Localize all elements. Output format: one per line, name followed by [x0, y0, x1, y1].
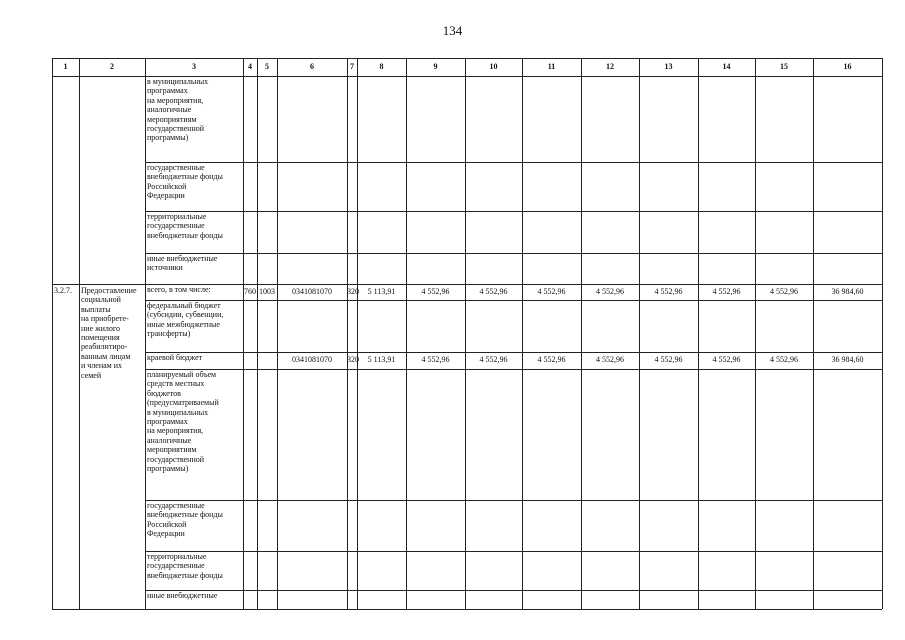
value-cell-col11: 4 552,96 [537, 355, 566, 364]
value-cell-col7: 320 [347, 355, 359, 364]
column-header-7: 7 [350, 62, 354, 71]
value-cell-col16: 36 984,60 [831, 355, 864, 364]
table-rule-horizontal [145, 162, 882, 163]
table-rule-vertical [639, 58, 640, 609]
value-cell-col7: 320 [347, 287, 359, 296]
table-rule-horizontal [145, 352, 882, 353]
column-header-15: 15 [780, 62, 788, 71]
page-number: 134 [442, 23, 463, 38]
value-cell-col5: 1003 [259, 287, 275, 296]
table-rule-vertical [698, 58, 699, 609]
source-cell: всего, в том числе: [147, 285, 211, 294]
table-rule-horizontal [145, 551, 882, 552]
source-cell: территориальные государственные внебюджетные фонды [147, 552, 223, 580]
column-header-10: 10 [489, 62, 498, 71]
table-rule-vertical [257, 58, 258, 609]
table-rule-horizontal [145, 211, 882, 212]
table-rule-vertical [755, 58, 756, 609]
value-cell-col11: 4 552,96 [537, 287, 566, 296]
source-cell: государственные внебюджетные фонды Российской Федерации [147, 163, 223, 201]
column-header-6: 6 [310, 62, 314, 71]
value-cell-col14: 4 552,96 [712, 287, 741, 296]
value-cell-col9: 4 552,96 [421, 287, 450, 296]
source-cell: краевой бюджет [147, 353, 203, 362]
table-rule-horizontal [145, 500, 882, 501]
source-cell: планируемый объем средств местных бюджетов (предусматриваемый в муниципальных программах на мероприятия, аналогичные мероприятиям государственной программы) [147, 370, 219, 474]
table-rule-vertical [357, 58, 358, 609]
table-rule-vertical [79, 58, 80, 609]
item-code: 3.2.7. [54, 286, 72, 295]
table-rule-vertical [522, 58, 523, 609]
table-rule-vertical [406, 58, 407, 609]
column-header-13: 13 [664, 62, 673, 71]
value-cell-col6: 0341081070 [292, 355, 332, 364]
column-header-5: 5 [265, 62, 269, 71]
column-header-4: 4 [248, 62, 252, 71]
value-cell-col8: 5 113,91 [367, 355, 396, 364]
value-cell-col13: 4 552,96 [654, 287, 683, 296]
column-header-8: 8 [379, 62, 384, 71]
table-rule-vertical [882, 58, 883, 609]
source-cell: территориальные государственные внебюджетные фонды [147, 212, 223, 240]
item-name: Предоставление социальной выплаты на приобрете- ние жилого помещения реабилитиро- ванным лицам и членам их семей [81, 286, 137, 380]
value-cell-col8: 5 113,91 [367, 287, 396, 296]
value-cell-col15: 4 552,96 [770, 355, 798, 364]
value-cell-col16: 36 984,60 [831, 287, 864, 296]
source-cell: иные внебюджетные [147, 591, 218, 600]
table-rule-horizontal [145, 369, 882, 370]
column-header-2: 2 [110, 62, 114, 71]
column-header-1: 1 [63, 62, 68, 71]
source-cell: федеральный бюджет (субсидии, субвенции, иные межбюджетные трансферты) [147, 301, 224, 339]
column-header-3: 3 [192, 62, 196, 71]
table-rule-horizontal [145, 590, 882, 591]
value-cell-col4: 760 [244, 287, 256, 296]
table-rule-horizontal [52, 609, 882, 610]
table-rule-vertical [277, 58, 278, 609]
table-rule-vertical [52, 58, 53, 609]
source-cell: иные внебюджетные источники [147, 254, 218, 273]
column-header-14: 14 [722, 62, 731, 71]
value-cell-col12: 4 552,96 [596, 355, 624, 364]
column-header-11: 11 [547, 62, 556, 71]
value-cell-col13: 4 552,96 [654, 355, 683, 364]
table-rule-vertical [243, 58, 244, 609]
value-cell-col9: 4 552,96 [421, 355, 450, 364]
table-rule-vertical [813, 58, 814, 609]
value-cell-col6: 0341081070 [292, 287, 332, 296]
value-cell-col15: 4 552,96 [770, 287, 798, 296]
column-header-12: 12 [606, 62, 614, 71]
source-cell: в муниципальных программах на мероприятия, аналогичные мероприятиям государственной программы) [147, 77, 209, 143]
table-rule-horizontal [145, 300, 882, 301]
table-rule-vertical [145, 58, 146, 609]
budget-table [52, 58, 882, 609]
table-rule-horizontal [145, 253, 882, 254]
table-rule-vertical [465, 58, 466, 609]
source-cell: государственные внебюджетные фонды Российской Федерации [147, 501, 223, 539]
value-cell-col14: 4 552,96 [712, 355, 741, 364]
column-header-16: 16 [843, 62, 852, 71]
value-cell-col10: 4 552,96 [479, 355, 508, 364]
column-header-9: 9 [433, 62, 438, 71]
value-cell-col12: 4 552,96 [596, 287, 624, 296]
value-cell-col10: 4 552,96 [479, 287, 508, 296]
table-rule-vertical [347, 58, 348, 609]
table-rule-vertical [581, 58, 582, 609]
